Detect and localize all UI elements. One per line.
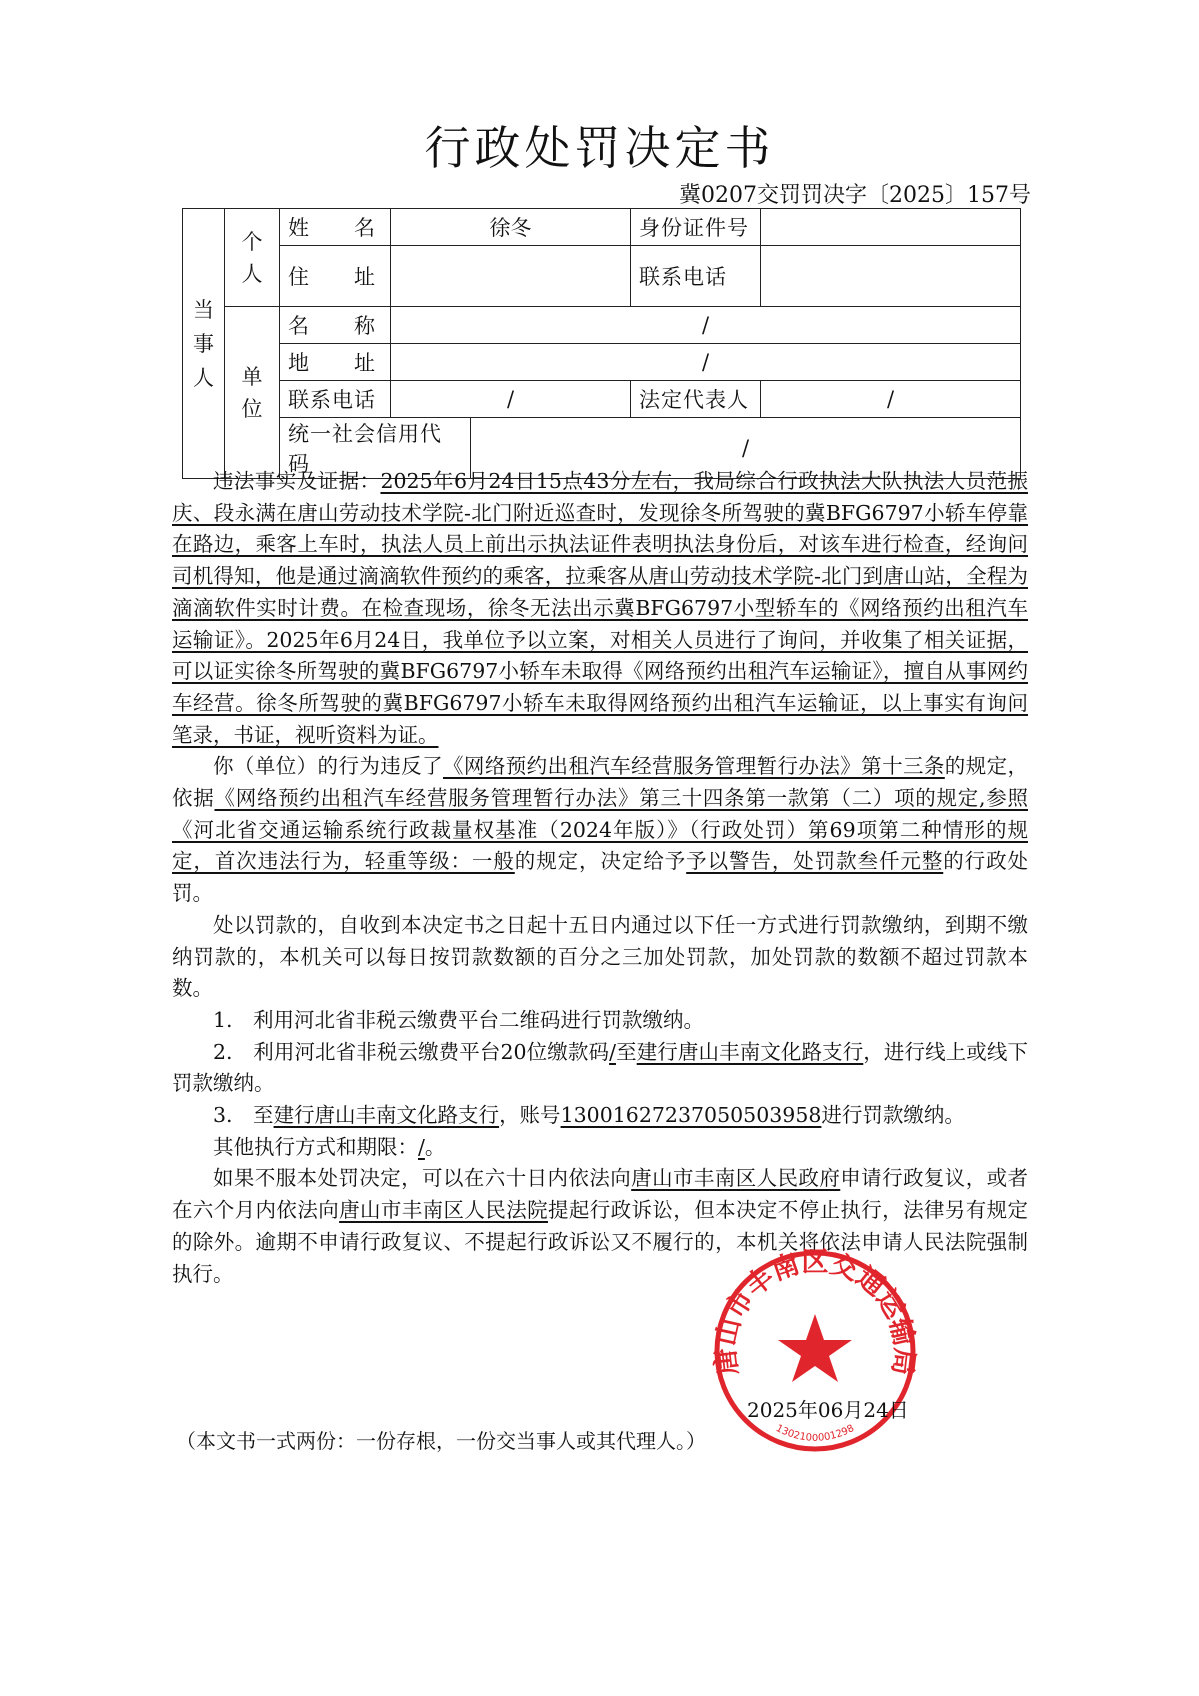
- payment-bank: 建行唐山丰南文化路支行: [273, 1103, 500, 1128]
- appeal-text: 提起行政诉讼，但本决定不停止执行，法律另有规定的除外。逾期不申请行政复议、不提起行政诉讼又不履行的，本机关将依法申请人民法院强制执行。: [172, 1198, 1029, 1286]
- document-body: [172, 466, 1028, 1290]
- unit-label: 单位: [225, 307, 280, 479]
- payment-method-1: 1. 利用河北省非税云缴费平台二维码进行罚款缴纳。: [213, 1007, 705, 1032]
- phone-value: [761, 246, 1021, 307]
- court-name: 唐山市丰南区人民法院: [339, 1198, 548, 1223]
- review-authority: 唐山市丰南区人民政府: [631, 1166, 841, 1191]
- name-label: 姓 名: [280, 209, 391, 246]
- legal-basis: 《网络预约出租汽车经营服务管理暂行办法》第三十四条第一款第（二）项的规定,参照《河北省交通运输系统行政裁量权基准（2024年版）》（行政处罚）第69项第二种情形的规定，首次违法行为，轻重等级：一般: [172, 786, 1029, 874]
- id-value: [761, 209, 1021, 246]
- payment-text: ，账号: [499, 1103, 561, 1128]
- unit-phone-label: 联系电话: [280, 381, 391, 418]
- penalty-decision: 予以警告，处罚款叁仟元整: [686, 849, 944, 874]
- facts-label: 违法事实及证据：: [213, 469, 381, 493]
- payment-text: 3. 至: [213, 1103, 274, 1128]
- violation-text: 的规定，依据: [172, 754, 1029, 811]
- address-label: 住 址: [280, 246, 391, 307]
- seal-code: 1302100001298: [773, 1422, 857, 1444]
- unit-phone-value: /: [391, 381, 631, 418]
- legal-rep-label: 法定代表人: [631, 381, 761, 418]
- appeal-text: 申请行政复议，或者在六个月内依法向: [172, 1166, 1029, 1223]
- unit-name-label: 名 称: [280, 307, 391, 344]
- phone-label: 联系电话: [631, 246, 761, 307]
- official-seal: [710, 1246, 920, 1456]
- unit-address-value: /: [391, 344, 1021, 381]
- document-number: 冀0207交罚罚决字〔2025〕157号: [679, 183, 1031, 208]
- violation-text: 你（单位）的行为违反了: [213, 754, 443, 779]
- payment-method-3: [172, 1100, 1028, 1132]
- payment-text: 进行罚款缴纳。: [821, 1103, 965, 1128]
- payment-bank: 建行唐山丰南文化路支行: [636, 1039, 864, 1064]
- payment-intro: 处以罚款的，自收到本决定书之日起十五日内通过以下任一方式进行罚款缴纳，到期不缴纳罚款的，本机关可以每日按罚款数额的百分之三加处罚款，加处罚款的数额不超过罚款本数。: [172, 912, 1028, 1001]
- other-execution: [172, 1132, 1028, 1164]
- individual-label: 个人: [225, 209, 280, 307]
- seal-text: 唐山市丰南区交通运输局: [710, 1247, 920, 1377]
- facts-paragraph: [172, 466, 1028, 751]
- payment-text: 。: [424, 1134, 446, 1159]
- star-icon: [778, 1314, 852, 1382]
- legal-rep-value: /: [761, 381, 1021, 418]
- unit-name-value: /: [391, 307, 1021, 344]
- payment-text: ，进行线上或线下罚款缴纳。: [172, 1039, 1029, 1096]
- violation-text: 的规定，决定给予: [514, 849, 687, 874]
- payment-text: 其他执行方式和期限：: [213, 1134, 418, 1159]
- payment-method-2: [172, 1037, 1028, 1100]
- unit-address-label: 地 址: [280, 344, 391, 381]
- payment-code: /: [609, 1039, 616, 1064]
- document-title: 行政处罚决定书: [424, 121, 775, 175]
- party-info-table: [182, 208, 1021, 479]
- violation-text: 的行政处罚。: [172, 849, 1029, 906]
- violation-paragraph: [172, 751, 1028, 910]
- credit-code-value: /: [471, 418, 1021, 479]
- payment-text: 至: [615, 1039, 637, 1064]
- decision-date: 2025年06月24日: [747, 1398, 909, 1422]
- payment-account: 13001627237050503958: [560, 1103, 822, 1128]
- party-label: 当事人: [183, 209, 225, 479]
- violated-law: 《网络预约出租汽车经营服务管理暂行办法》第十三条: [443, 754, 945, 779]
- copies-note: （本文书一式两份：一份存根，一份交当事人或其代理人。）: [176, 1429, 706, 1453]
- credit-code-label: 统一社会信用代码: [280, 418, 471, 479]
- id-label: 身份证件号: [631, 209, 761, 246]
- appeal-text: 如果不服本处罚决定，可以在六十日内依法向: [213, 1166, 632, 1191]
- address-value: [391, 246, 631, 307]
- name-value: 徐冬: [391, 209, 631, 246]
- payment-text: 2. 利用河北省非税云缴费平台20位缴款码: [213, 1039, 610, 1064]
- facts-text: 2025年6月24日15点43分左右，我局综合行政执法大队执法人员范振庆、段永满在唐山劳动技术学院-北门附近巡查时，发现徐冬所驾驶的冀BFG6797小轿车停靠在路边，乘客上车时，执法人员上前出示执法证件表明执法身份后，对该车进行检查，经询问司机得知，他是通过滴滴软件预约的乘客，拉乘客从唐山劳动技术学院-北门到唐山站，全程为滴滴软件实时计费。在检查现场，徐冬无法出示冀BFG6797小型轿车的《网络预约出租汽车运输证》。2025年6月24日，我单位予以立案，对相关人员进行了询问，并收集了相关证据，可以证实徐冬所驾驶的冀BFG6797小轿车未取得《网络预约出租汽车运输证》，擅自从事网约车经营。徐冬所驾驶的冀BFG6797小轿车未取得网络预约出租汽车运输证，以上事实有询问笔录，书证，视听资料为证。: [172, 469, 1029, 747]
- other-execution-value: /: [418, 1134, 425, 1159]
